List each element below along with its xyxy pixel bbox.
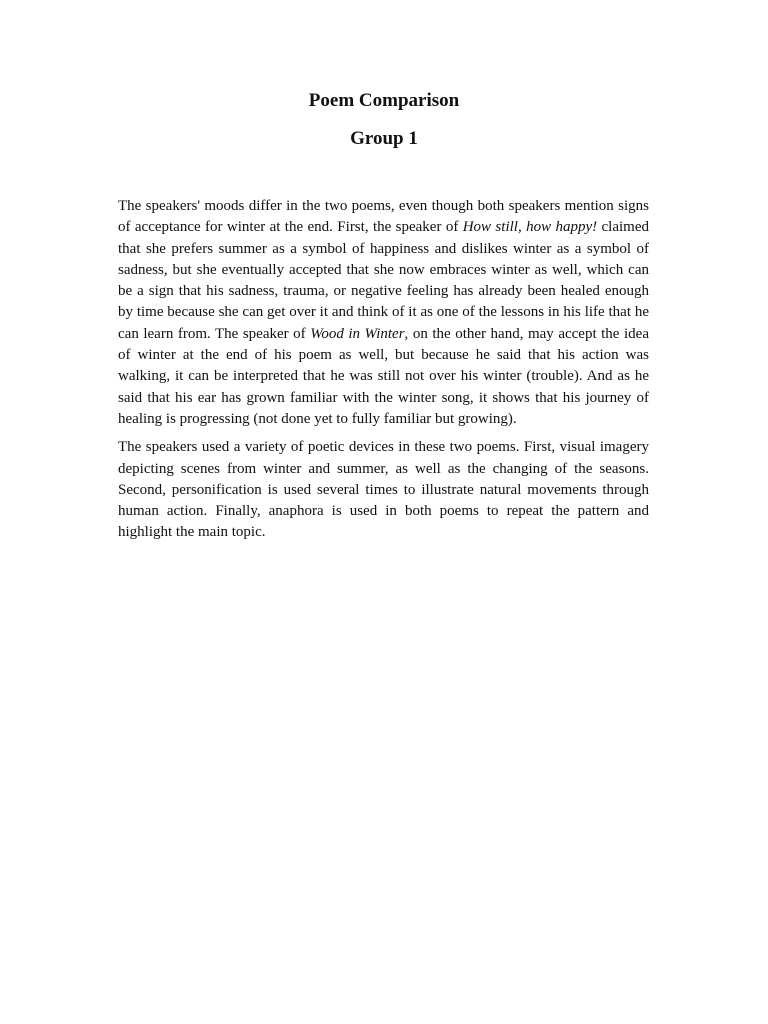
document-subtitle: Group 1 [350,128,418,149]
poem-title-wood-in-winter: Wood in Winter [310,325,405,342]
paragraph-moods-part-3: , on the other hand, may accept the idea of winter at the end of his poem as well, but because he said that his action was walking, it can be interpreted that he was still not over his winter (trouble). And as he said that his ear has grown familiar with the winter song, it shows that his journey of healing is progressing (not done yet to fully familiar but growing). [118,325,649,427]
paragraph-moods-part-1: The speakers' moods differ in the two poems, even though both speakers mention signs of acceptance for winter at the end. First, the speaker of [118,198,649,236]
paragraph-moods-part-2: claimed that she prefers summer as a symbol of happiness and dislikes winter as a symbol of sadness, but she eventually accepted that she now embraces winter as well, which can be a sign that his sadness, trauma, or negative feeling has already been healed enough by time because she can get over it and think of it as one of the lessons in his life that he can learn from. The speaker of [118,219,649,342]
poem-title-how-still-how-happy: How still, how happy! [462,219,598,236]
paragraph-moods [118,196,649,430]
paragraph-poetic-devices: The speakers used a variety of poetic devices in these two poems. First, visual imagery depicting scenes from winter and summer, as well as the changing of the seasons. Second, personification is used several times to illustrate natural movements through human action. Finally, anaphora is used in both poems to repeat the pattern and highlight the main topic. [118,439,649,541]
document-title: Poem Comparison [308,90,460,111]
document-body [118,196,649,551]
